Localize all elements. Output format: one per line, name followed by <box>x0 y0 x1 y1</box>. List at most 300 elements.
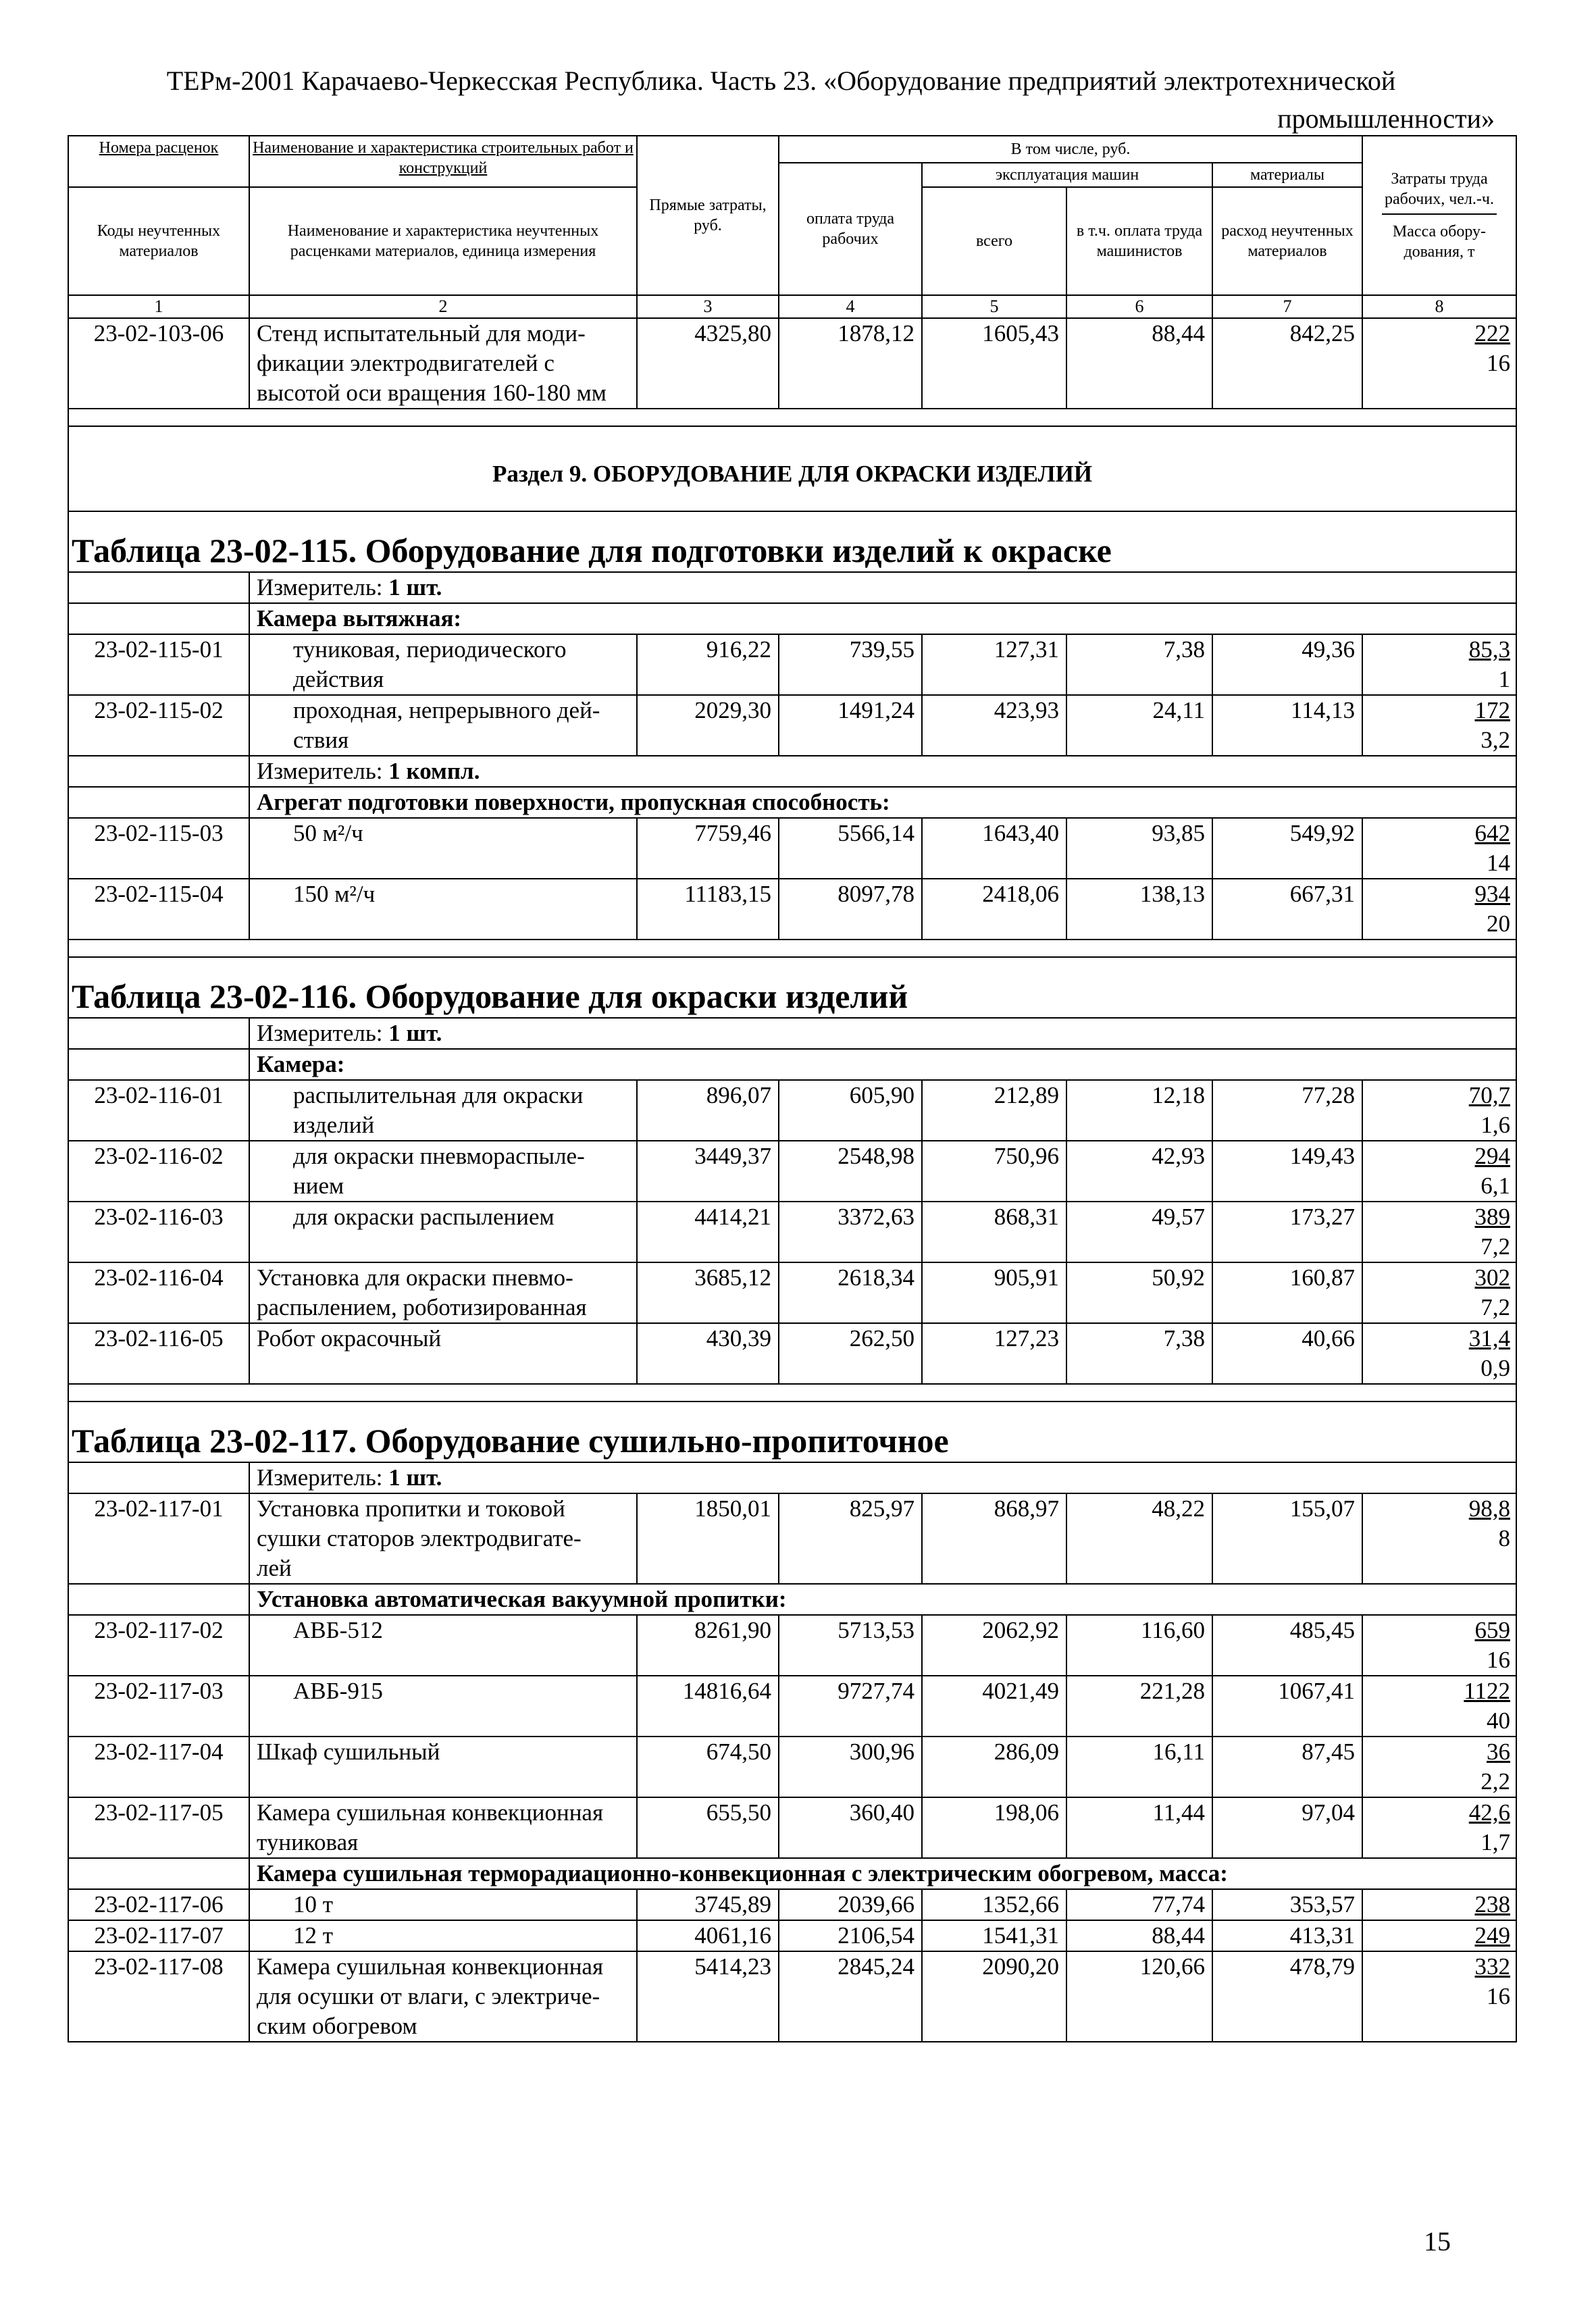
labor-hours: 249 <box>1474 1922 1510 1949</box>
value-labor: 825,97 <box>779 1493 922 1584</box>
value-direct: 3449,37 <box>637 1141 779 1202</box>
table-row <box>68 818 1516 879</box>
rate-name <box>249 1323 637 1384</box>
value-materials: 549,92 <box>1212 818 1362 879</box>
value-mach-labor: 16,11 <box>1066 1737 1212 1797</box>
labor-hours: 238 <box>1474 1891 1510 1918</box>
equipment-mass: 0,9 <box>1481 1355 1510 1381</box>
value-mach-total: 1605,43 <box>922 318 1066 409</box>
labor-hours-mass <box>1362 1141 1516 1202</box>
meter-value: 1 компл. <box>388 758 480 784</box>
meter-prefix: Измеритель: <box>257 1020 389 1046</box>
rate-name <box>249 1493 637 1584</box>
labor-hours: 172 <box>1474 697 1510 723</box>
group-label-117-a <box>249 1584 1516 1615</box>
rate-name-line: сушки статоров электродвигате- <box>257 1525 582 1551</box>
table-row <box>68 1493 1516 1584</box>
labor-hours: 36 <box>1487 1739 1510 1765</box>
value-mach-labor: 7,38 <box>1066 1323 1212 1384</box>
value-mach-labor: 88,44 <box>1066 1920 1212 1951</box>
header-col3: Прямые затраты, руб. <box>637 136 779 295</box>
value-materials: 478,79 <box>1212 1951 1362 2042</box>
rate-name-text: 12 т <box>293 1922 334 1949</box>
rate-code: 23-02-115-04 <box>68 879 249 940</box>
rate-code: 23-02-117-04 <box>68 1737 249 1797</box>
equipment-mass: 20 <box>1487 910 1510 937</box>
labor-hours: 934 <box>1474 881 1510 907</box>
rate-code: 23-02-116-05 <box>68 1323 249 1384</box>
table-row <box>68 1737 1516 1797</box>
rate-code: 23-02-117-07 <box>68 1920 249 1951</box>
labor-hours: 389 <box>1474 1204 1510 1230</box>
table-row <box>68 1951 1516 2042</box>
value-labor: 9727,74 <box>779 1676 922 1737</box>
rate-code: 23-02-117-05 <box>68 1797 249 1858</box>
rate-name-text: 10 т <box>293 1891 334 1918</box>
empty-code-cell <box>68 1018 249 1049</box>
value-materials: 173,27 <box>1212 1202 1362 1262</box>
value-mach-total: 750,96 <box>922 1141 1066 1202</box>
value-mach-total: 286,09 <box>922 1737 1066 1797</box>
header-col8-top: Затраты труда рабочих, чел.-ч. <box>1385 170 1494 208</box>
section-title-row <box>68 426 1516 511</box>
empty-code-cell <box>68 1462 249 1493</box>
header-line-2: промышленности» <box>1277 103 1495 134</box>
value-mach-labor: 221,28 <box>1066 1676 1212 1737</box>
value-mach-total: 2062,92 <box>922 1615 1066 1676</box>
value-direct: 896,07 <box>637 1080 779 1141</box>
rate-code: 23-02-115-02 <box>68 695 249 756</box>
col-number-4: 4 <box>779 295 922 318</box>
labor-hours-mass <box>1362 1737 1516 1797</box>
table-title-115 <box>68 511 1516 572</box>
meter-115-b-row <box>68 756 1516 787</box>
value-direct: 916,22 <box>637 634 779 695</box>
table-row <box>68 1262 1516 1323</box>
header-col5: всего <box>922 187 1066 295</box>
header-line-1: ТЕРм-2001 Карачаево-Черкесская Республика. Часть 23. «Оборудование предприятий электротехнической <box>166 66 1396 96</box>
col-number-5: 5 <box>922 295 1066 318</box>
meter-115-a <box>249 572 1516 603</box>
table-row <box>68 318 1516 409</box>
value-mach-total: 4021,49 <box>922 1676 1066 1737</box>
empty-code-cell <box>68 572 249 603</box>
header-col2-bottom: Наименование и характеристика неучтенных расценками материалов, единица измерения <box>249 187 637 295</box>
rate-name <box>249 1141 637 1202</box>
col-number-6: 6 <box>1066 295 1212 318</box>
rate-name-line: АВБ-915 <box>293 1678 383 1704</box>
header-col8-bottom: Масса обору-дования, т <box>1392 223 1487 261</box>
header-col6: в т.ч. оплата труда машинистов <box>1066 187 1212 295</box>
col-number-2: 2 <box>249 295 637 318</box>
labor-hours-mass <box>1362 1951 1516 2042</box>
table-row <box>68 634 1516 695</box>
labor-hours-mass <box>1362 1797 1516 1858</box>
labor-hours: 70,7 <box>1468 1082 1510 1108</box>
group-label-117-b-row <box>68 1858 1516 1889</box>
value-mach-total: 2418,06 <box>922 879 1066 940</box>
rate-name <box>249 634 637 695</box>
equipment-mass: 6,1 <box>1481 1173 1510 1199</box>
value-direct: 14816,64 <box>637 1676 779 1737</box>
value-mach-total: 423,93 <box>922 695 1066 756</box>
blank-gap-row <box>68 1384 1516 1402</box>
labor-hours-mass <box>1362 1676 1516 1737</box>
value-mach-total: 127,31 <box>922 634 1066 695</box>
rate-name-line: Стенд испытательный для моди- <box>257 320 586 346</box>
blank-gap <box>68 409 1516 426</box>
header-col8 <box>1362 136 1516 295</box>
value-labor: 2845,24 <box>779 1951 922 2042</box>
equipment-mass: 1,6 <box>1481 1112 1510 1138</box>
header-col7: расход неучтенных материалов <box>1212 187 1362 295</box>
group-label-text: Камера: <box>257 1051 345 1077</box>
value-labor: 2548,98 <box>779 1141 922 1202</box>
rate-name-line: Шкаф сушильный <box>257 1739 440 1765</box>
group-label-text: Камера сушильная терморадиационно-конвекционная с электрическим обогревом, масса: <box>257 1860 1228 1886</box>
value-direct: 655,50 <box>637 1797 779 1858</box>
meter-116 <box>249 1018 1516 1049</box>
rate-name <box>249 1202 637 1262</box>
equipment-mass: 16 <box>1487 1647 1510 1673</box>
value-labor: 262,50 <box>779 1323 922 1384</box>
rate-name-line: Камера сушильная конвекционная <box>257 1799 604 1826</box>
value-mach-total: 2090,20 <box>922 1951 1066 2042</box>
table-row <box>68 1080 1516 1141</box>
value-mach-labor: 42,93 <box>1066 1141 1212 1202</box>
labor-hours: 302 <box>1474 1264 1510 1291</box>
value-direct: 5414,23 <box>637 1951 779 2042</box>
table-title-text: Таблица 23-02-117. Оборудование сушильно-пропиточное <box>72 1422 949 1460</box>
rate-name-line: распылительная для окраски <box>293 1082 584 1108</box>
value-mach-labor: 49,57 <box>1066 1202 1212 1262</box>
table-row <box>68 1920 1516 1951</box>
group-label-115-a <box>249 603 1516 634</box>
table-row <box>68 1202 1516 1262</box>
labor-hours: 85,3 <box>1468 636 1510 663</box>
value-materials: 1067,41 <box>1212 1676 1362 1737</box>
rate-code: 23-02-117-02 <box>68 1615 249 1676</box>
value-materials: 160,87 <box>1212 1262 1362 1323</box>
page-header <box>68 62 1495 138</box>
rate-name <box>249 879 637 940</box>
value-direct: 3745,89 <box>637 1889 779 1920</box>
equipment-mass: 1 <box>1498 666 1510 692</box>
table-row <box>68 1676 1516 1737</box>
value-mach-labor: 7,38 <box>1066 634 1212 695</box>
empty-code-cell <box>68 756 249 787</box>
equipment-mass: 1,7 <box>1481 1829 1510 1855</box>
header-materials: материалы <box>1212 163 1362 187</box>
rate-name-line: АВБ-512 <box>293 1617 383 1643</box>
rate-name <box>249 1951 637 2042</box>
group-label-117-b <box>249 1858 1516 1889</box>
meter-116-row <box>68 1018 1516 1049</box>
labor-hours-mass <box>1362 1202 1516 1262</box>
rate-code: 23-02-117-01 <box>68 1493 249 1584</box>
equipment-mass: 14 <box>1487 850 1510 876</box>
table-title-116-row <box>68 957 1516 1018</box>
group-label-116 <box>249 1049 1516 1080</box>
equipment-mass: 7,2 <box>1481 1233 1510 1260</box>
rate-code: 23-02-117-08 <box>68 1951 249 2042</box>
value-mach-total: 868,31 <box>922 1202 1066 1262</box>
value-mach-labor: 50,92 <box>1066 1262 1212 1323</box>
section-title-text: Раздел 9. ОБОРУДОВАНИЕ ДЛЯ ОКРАСКИ ИЗДЕЛИЙ <box>492 461 1093 487</box>
header-col8-divider <box>1382 213 1497 215</box>
value-mach-labor: 93,85 <box>1066 818 1212 879</box>
value-direct: 4414,21 <box>637 1202 779 1262</box>
blank-gap <box>68 1384 1516 1402</box>
rate-code: 23-02-116-03 <box>68 1202 249 1262</box>
value-materials: 155,07 <box>1212 1493 1362 1584</box>
header-including: В том числе, руб. <box>779 136 1362 163</box>
value-direct: 8261,90 <box>637 1615 779 1676</box>
value-mach-labor: 116,60 <box>1066 1615 1212 1676</box>
value-mach-total: 212,89 <box>922 1080 1066 1141</box>
group-label-115-b <box>249 787 1516 818</box>
table-row <box>68 1889 1516 1920</box>
table-title-116 <box>68 957 1516 1018</box>
value-materials: 87,45 <box>1212 1737 1362 1797</box>
rate-name-line: Установка для окраски пневмо- <box>257 1264 573 1291</box>
equipment-mass: 3,2 <box>1481 727 1510 753</box>
rate-code: 23-02-116-01 <box>68 1080 249 1141</box>
value-labor: 2039,66 <box>779 1889 922 1920</box>
group-label-text: Камера вытяжная: <box>257 605 462 632</box>
rate-name-line: для окраски пневмораспыле- <box>293 1143 585 1169</box>
rate-name <box>249 1889 637 1920</box>
rate-code: 23-02-116-04 <box>68 1262 249 1323</box>
labor-hours-mass <box>1362 1493 1516 1584</box>
page-number: 15 <box>1424 2226 1451 2257</box>
value-labor: 2106,54 <box>779 1920 922 1951</box>
labor-hours: 659 <box>1474 1617 1510 1643</box>
value-direct: 3685,12 <box>637 1262 779 1323</box>
value-mach-total: 868,97 <box>922 1493 1066 1584</box>
labor-hours-mass <box>1362 1262 1516 1323</box>
table-title-text: Таблица 23-02-115. Оборудование для подготовки изделий к окраске <box>72 532 1112 569</box>
value-mach-labor: 77,74 <box>1066 1889 1212 1920</box>
col-number-3: 3 <box>637 295 779 318</box>
labor-hours: 31,4 <box>1468 1325 1510 1352</box>
empty-code-cell <box>68 787 249 818</box>
rate-code: 23-02-115-03 <box>68 818 249 879</box>
value-direct: 4061,16 <box>637 1920 779 1951</box>
meter-prefix: Измеритель: <box>257 574 389 600</box>
rate-name-line: туниковая <box>257 1829 359 1855</box>
equipment-mass: 16 <box>1487 1983 1510 2009</box>
labor-hours: 642 <box>1474 820 1510 846</box>
empty-code-cell <box>68 1049 249 1080</box>
value-labor: 1491,24 <box>779 695 922 756</box>
value-mach-total: 198,06 <box>922 1797 1066 1858</box>
value-labor: 300,96 <box>779 1737 922 1797</box>
rate-name-line: лей <box>257 1555 292 1581</box>
value-mach-labor: 12,18 <box>1066 1080 1212 1141</box>
table-row <box>68 1615 1516 1676</box>
rate-name-line: ским обогревом <box>257 2013 417 2039</box>
col-number-8: 8 <box>1362 295 1516 318</box>
header-col1-bottom: Коды неучтенных материалов <box>68 187 249 295</box>
empty-code-cell <box>68 1584 249 1615</box>
value-labor: 5713,53 <box>779 1615 922 1676</box>
rate-name-line: для осушки от влаги, с электриче- <box>257 1983 600 2009</box>
col-number-7: 7 <box>1212 295 1362 318</box>
rate-name <box>249 1920 637 1951</box>
value-materials: 667,31 <box>1212 879 1362 940</box>
value-mach-total: 127,23 <box>922 1323 1066 1384</box>
equipment-mass: 7,2 <box>1481 1294 1510 1320</box>
equipment-mass: 16 <box>1487 350 1510 376</box>
rate-name <box>249 318 637 409</box>
section-title <box>68 426 1516 511</box>
labor-hours: 42,6 <box>1468 1799 1510 1826</box>
rate-name <box>249 818 637 879</box>
rate-code: 23-02-116-02 <box>68 1141 249 1202</box>
group-label-116-row <box>68 1049 1516 1080</box>
table-row <box>68 879 1516 940</box>
rate-name-line: фикации электродвигателей с <box>257 350 555 376</box>
rate-name-line: ствия <box>293 727 349 753</box>
table-row <box>68 1141 1516 1202</box>
value-labor: 360,40 <box>779 1797 922 1858</box>
rate-name-line: для окраски распылением <box>293 1204 555 1230</box>
meter-prefix: Измеритель: <box>257 1464 389 1491</box>
blank-gap <box>68 940 1516 957</box>
labor-hours-mass <box>1362 818 1516 879</box>
table-row <box>68 1323 1516 1384</box>
rate-name-line: высотой оси вращения 160-180 мм <box>257 380 607 406</box>
value-mach-total: 1541,31 <box>922 1920 1066 1951</box>
rates-table <box>68 135 1517 2042</box>
rate-name-text: 50 м²/ч <box>293 820 363 846</box>
labor-hours-mass <box>1362 695 1516 756</box>
table-title-117 <box>68 1402 1516 1462</box>
value-materials: 485,45 <box>1212 1615 1362 1676</box>
value-materials: 77,28 <box>1212 1080 1362 1141</box>
value-direct: 7759,46 <box>637 818 779 879</box>
rate-name <box>249 1615 637 1676</box>
value-direct: 430,39 <box>637 1323 779 1384</box>
table-title-115-row <box>68 511 1516 572</box>
value-materials: 49,36 <box>1212 634 1362 695</box>
value-materials: 149,43 <box>1212 1141 1362 1202</box>
labor-hours-mass <box>1362 1920 1516 1951</box>
value-labor: 1878,12 <box>779 318 922 409</box>
rate-name-line: распылением, роботизированная <box>257 1294 587 1320</box>
meter-value: 1 шт. <box>388 1464 442 1491</box>
value-labor: 8097,78 <box>779 879 922 940</box>
header-machines: эксплуатация машин <box>922 163 1212 187</box>
table-row <box>68 695 1516 756</box>
equipment-mass: 8 <box>1498 1525 1510 1551</box>
value-labor: 605,90 <box>779 1080 922 1141</box>
value-mach-labor: 11,44 <box>1066 1797 1212 1858</box>
meter-115-a-row <box>68 572 1516 603</box>
meter-value: 1 шт. <box>388 574 442 600</box>
value-materials: 114,13 <box>1212 695 1362 756</box>
rate-code: 23-02-115-01 <box>68 634 249 695</box>
value-labor: 739,55 <box>779 634 922 695</box>
rate-code: 23-02-103-06 <box>68 318 249 409</box>
labor-hours: 294 <box>1474 1143 1510 1169</box>
value-mach-total: 905,91 <box>922 1262 1066 1323</box>
labor-hours: 222 <box>1474 320 1510 346</box>
value-mach-labor: 48,22 <box>1066 1493 1212 1584</box>
labor-hours-mass <box>1362 318 1516 409</box>
value-mach-labor: 120,66 <box>1066 1951 1212 2042</box>
value-direct: 4325,80 <box>637 318 779 409</box>
rate-name-line: изделий <box>293 1112 375 1138</box>
header-col1-top: Номера расценок <box>68 136 249 187</box>
rate-name <box>249 1797 637 1858</box>
value-labor: 3372,63 <box>779 1202 922 1262</box>
labor-hours-mass <box>1362 879 1516 940</box>
meter-117-row <box>68 1462 1516 1493</box>
rate-code: 23-02-117-06 <box>68 1889 249 1920</box>
group-label-text: Агрегат подготовки поверхности, пропускная способность: <box>257 789 890 815</box>
value-direct: 1850,01 <box>637 1493 779 1584</box>
rate-name-line: Робот окрасочный <box>257 1325 442 1352</box>
value-labor: 5566,14 <box>779 818 922 879</box>
rate-name <box>249 1737 637 1797</box>
value-mach-labor: 138,13 <box>1066 879 1212 940</box>
rate-name <box>249 695 637 756</box>
value-materials: 97,04 <box>1212 1797 1362 1858</box>
group-label-115-b-row <box>68 787 1516 818</box>
rate-name-line: действия <box>293 666 384 692</box>
empty-code-cell <box>68 1858 249 1889</box>
header-col2-top: Наименование и характеристика строительных работ и конструкций <box>249 136 637 187</box>
rate-name-line: Установка пропитки и токовой <box>257 1495 565 1522</box>
labor-hours: 332 <box>1474 1953 1510 1980</box>
labor-hours-mass <box>1362 1615 1516 1676</box>
rate-name-text: 150 м²/ч <box>293 881 376 907</box>
rate-name-line: нием <box>293 1173 344 1199</box>
group-label-text: Установка автоматическая вакуумной пропитки: <box>257 1586 787 1612</box>
table-title-117-row <box>68 1402 1516 1462</box>
value-materials: 842,25 <box>1212 318 1362 409</box>
value-materials: 353,57 <box>1212 1889 1362 1920</box>
rate-name-line: проходная, непрерывного дей- <box>293 697 600 723</box>
blank-gap-row <box>68 409 1516 426</box>
labor-hours-mass <box>1362 1323 1516 1384</box>
header-col4: оплата труда рабочих <box>779 163 922 295</box>
meter-value: 1 шт. <box>388 1020 442 1046</box>
value-materials: 40,66 <box>1212 1323 1362 1384</box>
meter-115-b <box>249 756 1516 787</box>
value-direct: 11183,15 <box>637 879 779 940</box>
labor-hours-mass <box>1362 1080 1516 1141</box>
empty-code-cell <box>68 603 249 634</box>
value-direct: 674,50 <box>637 1737 779 1797</box>
col-number-1: 1 <box>68 295 249 318</box>
value-direct: 2029,30 <box>637 695 779 756</box>
rate-name-line: Камера сушильная конвекционная <box>257 1953 604 1980</box>
value-mach-total: 1352,66 <box>922 1889 1066 1920</box>
group-label-115-a-row <box>68 603 1516 634</box>
labor-hours: 1122 <box>1464 1678 1510 1704</box>
rate-name-line: туниковая, периодического <box>293 636 567 663</box>
meter-prefix: Измеритель: <box>257 758 389 784</box>
value-mach-total: 1643,40 <box>922 818 1066 879</box>
labor-hours-mass <box>1362 1889 1516 1920</box>
value-mach-labor: 24,11 <box>1066 695 1212 756</box>
rate-name <box>249 1676 637 1737</box>
equipment-mass: 40 <box>1487 1707 1510 1734</box>
table-title-text: Таблица 23-02-116. Оборудование для окраски изделий <box>72 977 908 1015</box>
